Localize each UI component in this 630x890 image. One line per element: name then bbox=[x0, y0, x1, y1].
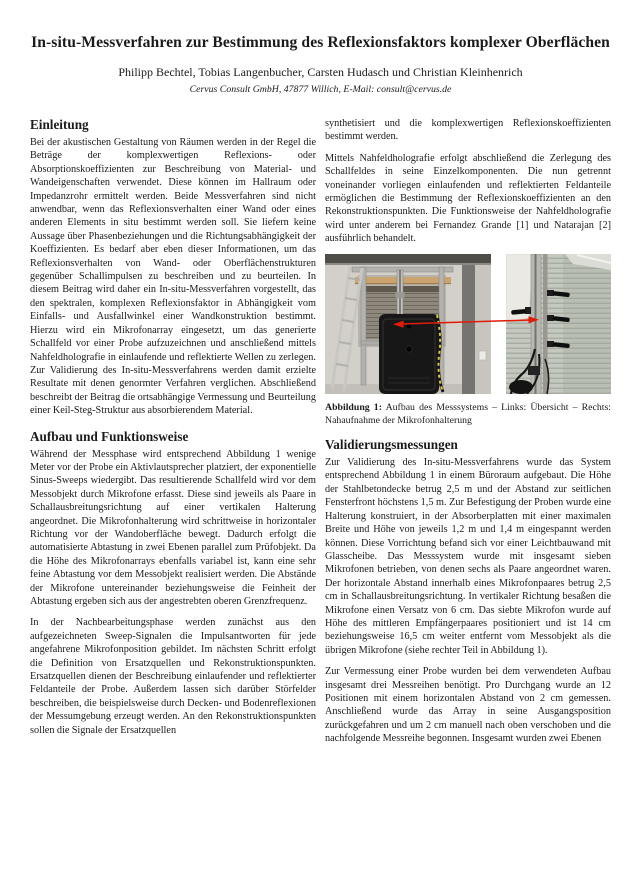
section-heading-einleitung: Einleitung bbox=[30, 117, 89, 132]
paper-header bbox=[30, 34, 611, 95]
figure-1 bbox=[325, 254, 611, 427]
paragraph-einleitung: Bei der akustischen Gestaltung von Räumen werden in der Regel die Beträge der komplexwertigen Reflexions- oder Absorptionskoeffizienten zur Beschreibung von Material- und Wandeigenschaften verwendet. Diese können im Hallraum oder Impedanzrohr ermittelt werden. Beide Messverfahren sind nicht anwendbar, wenn das Reflexionsverhalten einer Wand oder eines anderen Elements in situ bestimmt werden soll. Sie liefern keine Aussage über Phasenbeziehungen und die Richtungsabhängigkeit der Koeffizienten. Es bedarf aber eben dieser Informationen, um das Reflexionsverhalten von Wand- oder Oberflächenstrukturen gegenüber Schallimpulsen zu beschreiben und zu beurteilen. In diesem Beitrag wird daher ein In-situ-Messverfahren vorgestellt, das den spektralen, komplexen Reflexionsfaktor in Abhängigkeit vom Einfalls- und Ausfallwinkel einer Wandkonstruktion bestimmt. Hierzu wird ein Mikrofonarray eingesetzt, um das generierte Schallfeld vor einer Probe aufzuzeichnen und anschließend mittels Nahfeldholografie in einlaufende und reflektierte Wellen zu zerlegen. Zur Validierung des In-situ-Messverfahrens werden damit erzielte Resultate mit denen genormter Verfahren verglichen. Abschließend beschreibt der Beitrag die ortsabhängige Vermessung und Beurteilung einer Keil-Steg-Struktur aus absorbierendem Material. bbox=[30, 137, 316, 417]
photo-closeup bbox=[506, 254, 611, 394]
figure-1-photos bbox=[325, 254, 611, 394]
figure-caption-label: Abbildung 1: bbox=[325, 401, 382, 413]
paper-affiliation: Cervus Consult GmbH, 47877 Willich, E-Mail: consult@cervus.de bbox=[189, 84, 452, 95]
figure-caption bbox=[325, 401, 611, 427]
paragraph-continuation: synthetisiert und die komplexwertigen Reflexionskoeffizienten bestimmt werden. bbox=[325, 118, 611, 143]
paragraph-nahfeldholografie: Mittels Nahfeldholografie erfolgt abschließend die Zerlegung des Schallfeldes in seine Einzelkomponenten. Die nun getrennt voneinander vorliegen einlaufenden und reflektierten Feldanteile ermöglichen die Bestimmung der Reflexionskoeffizienten an den Rekonstruktionspunkten. Die Funktionsweise der Nahfeldholografie wird unter anderem bei Fernandez Grande [1] und Natarajan [2] ausführlich behandelt. bbox=[325, 152, 611, 245]
left-column bbox=[30, 117, 316, 754]
figure-caption-text: Aufbau des Messsystems – Links: Übersicht – Rechts: Nahaufnahme der Mikrofonhalterung bbox=[325, 401, 611, 426]
section-heading-aufbau: Aufbau und Funktionsweise bbox=[30, 428, 189, 444]
paragraph-validierung-2: Zur Vermessung einer Probe wurden bei dem verwendeten Aufbau insgesamt drei Messreihen benötigt. Pro Durchgang wurde an 12 Positionen mit einem horizontalen Abstand von 2 cm gemessen. Anschließend wurde das Array in seine Ausgangsposition zurückgefahren und um 2 cm manuell nach oben verschoben und die nachfolgende Messreihe begonnen. Insgesamt wurden zwei Ebenen bbox=[325, 666, 611, 745]
paragraph-aufbau-1: Während der Messphase wird entsprechend Abbildung 1 wenige Meter vor der Probe ein Aktivlautsprecher platziert, der exponentielle Sinus-Sweeps wiedergibt. Das resultierende Schallfeld wird vor dem Messobjekt durch Mikrofone erfasst. Diese sind jeweils als Paare in Schallausbreitungsrichtung auf einer vertikalen Halterung angeordnet. Die Mikrofonhalterung wird schrittweise in horizontaler Richtung vor der Wandoberfläche bewegt. Dadurch erfolgt die automatisierte Abtastung in zwei Ebenen parallel zum Prüfobjekt. Da die Höhe des Mikrofonarrays ebenfalls variabel ist, kann eine sehr feine Abtastung vor dem Messobjekt realisiert werden. Die Abstände der Mikrofone untereinander beziehungsweise die Feinheit der Abtastung ergeben sich aus der angestrebten oberen Grenzfrequenz. bbox=[30, 448, 316, 607]
paper-title: In-situ-Messverfahren zur Bestimmung des Reflexionsfaktors komplexer Oberflächen bbox=[31, 34, 610, 51]
paragraph-validierung-1: Zur Validierung des In-situ-Messverfahrens wurde das System entsprechend Abbildung 1 in einem Büroraum aufgebaut. Die Höhe der Stahlbetondecke betrug 2,5 m und der Abstand zur seitlichen Fensterfront höchstens 1,5 m. Zur Befestigung der Proben wurde eine Halterung konstruiert, in der Absorberplatten mit einer maximalen Breite und Höhe von jeweils 1,2 m und 1,4 m eingespannt werden können. Diese Vorrichtung befand sich vor einer Leichtbauwand mit Glasscheibe. Das Messsystem wurde mit insgesamt sieben Mikrofonen betrieben, von denen sechs als Paare angeordnet waren. Der horizontale Abstand innerhalb eines Mikrofonpaares betrug 2,5 cm in Schallausbreitungsrichtung. In vertikaler Richtung besaßen die Mikrofone einen Versatz von 6 cm. Das siebte Mikrofon wurde auf Höhe des mittleren Empfängerpaares positioniert und ist 14 cm beziehungsweise 16,5 cm weiter entfernt vom Messobjekt als die übrigen Mikrofone (siehe rechter Teil in Abbildung 1). bbox=[325, 457, 611, 656]
paragraph-aufbau-2: In der Nachbearbeitungsphase werden zunächst aus den aufgezeichneten Sweep-Signalen die Impulsantworten für jede angefahrene Mikrofonposition gebildet. Im nächsten Schritt erfolgt die Definition von Ersatzquellen und Rekonstruktionspunkten. Ersatzquellen dienen der Beschreibung einlaufender und reflektierter Feldanteile der Probe. Außerdem lassen sich darüber Störfelder beschreiben, die beispielsweise durch Decken- und Bodenreflexionen der Messumgebung erzeugt werden. An den Rekonstruktionspunkten sollen die Signale der Ersatzquellen bbox=[30, 617, 316, 736]
right-column bbox=[325, 117, 611, 754]
paper-authors: Philipp Bechtel, Tobias Langenbucher, Carsten Hudasch und Christian Kleinhenrich bbox=[118, 65, 523, 79]
section-heading-validierung: Validierungsmessungen bbox=[325, 437, 458, 453]
two-column-body bbox=[30, 117, 611, 754]
